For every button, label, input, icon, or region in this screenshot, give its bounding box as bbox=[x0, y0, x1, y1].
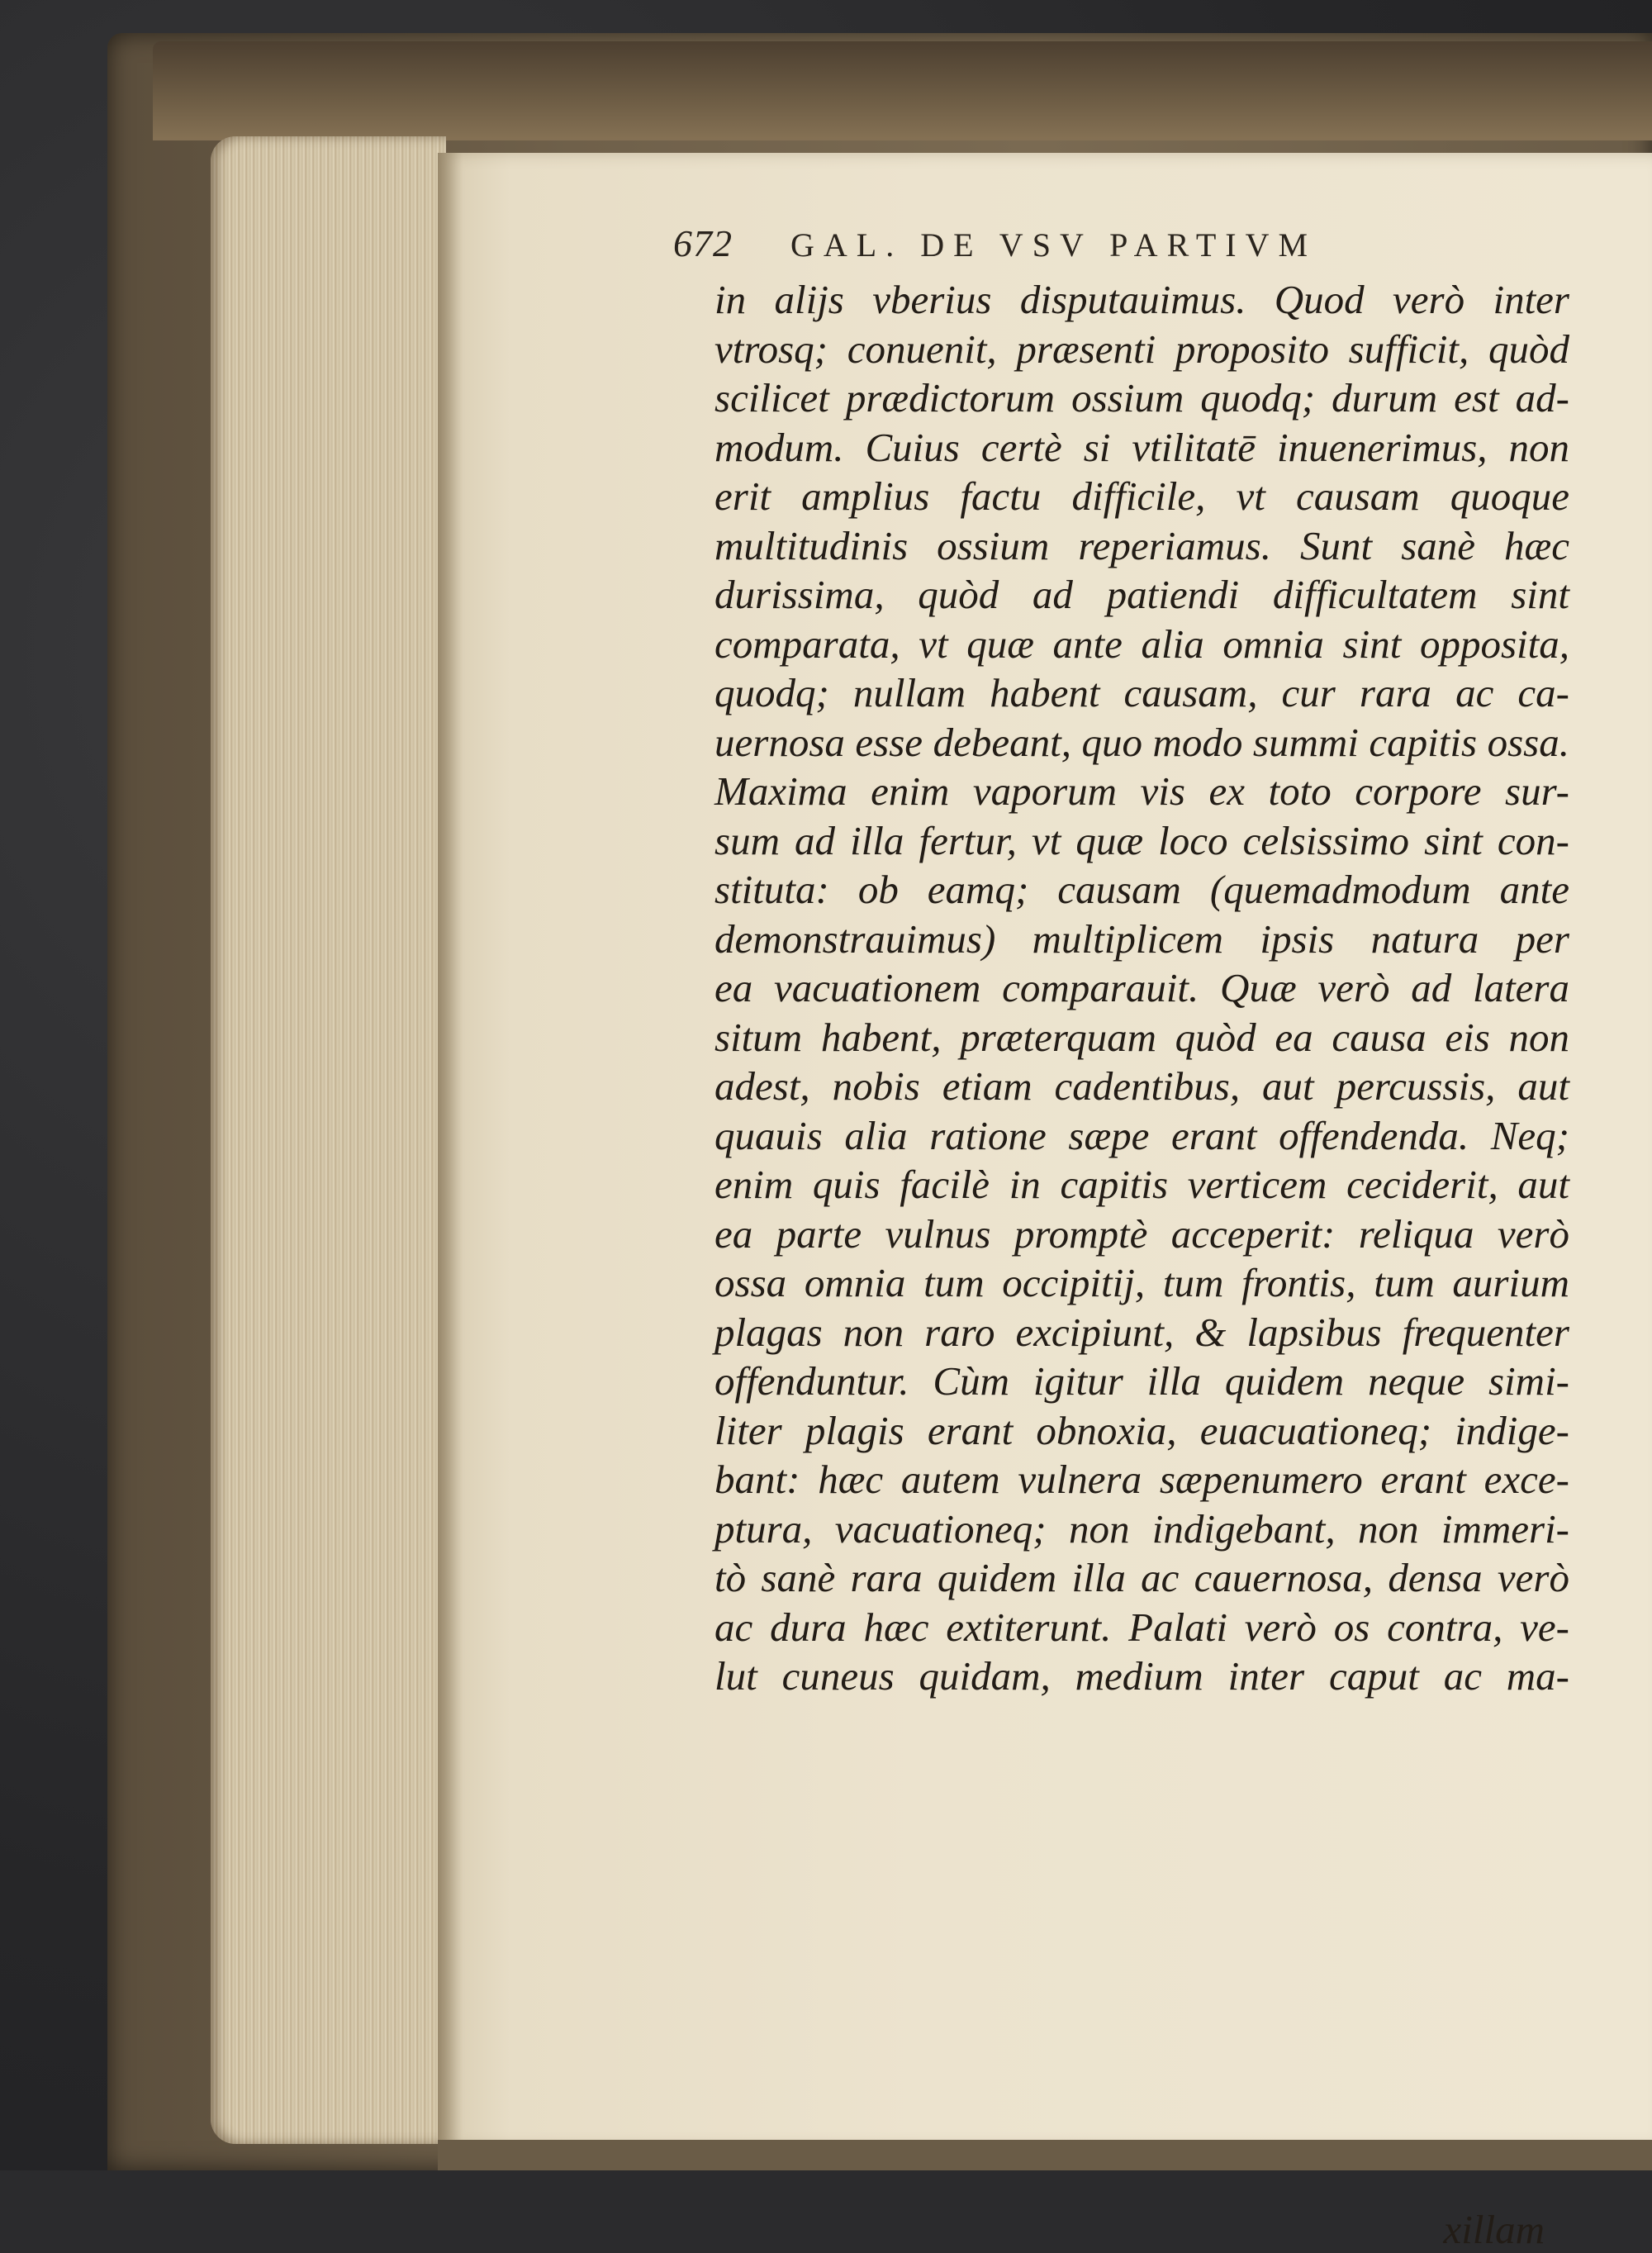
text-line: liter plagis erant obnoxia, euacuationeq; indige- bbox=[714, 1407, 1569, 1453]
book-cover-bottom-edge bbox=[438, 2140, 1652, 2170]
text-line: bant: hæc autem vulnera sæpenumero erant exce- bbox=[714, 1457, 1569, 1502]
catchword: xillam bbox=[1443, 2207, 1545, 2252]
text-line: ac dura hæc extiterunt. Palati verò os contra, ve- bbox=[714, 1604, 1569, 1650]
text-line: Maxima enim vaporum vis ex toto corpore sur- bbox=[714, 768, 1569, 814]
text-line: modum. Cuius certè si vtilitatē inuenerimus, non bbox=[714, 424, 1569, 470]
text-line: erit amplius factu difficile, vt causam quoque bbox=[714, 473, 1569, 519]
text-line: ptura, vacuationeq; non indigebant, non immeri- bbox=[714, 1505, 1569, 1552]
page-edges-stack bbox=[211, 136, 446, 2144]
text-line: multitudinis ossium reperiamus. Sunt sanè hæc bbox=[714, 522, 1569, 568]
text-line: offenduntur. Cùm igitur illa quidem neque simi- bbox=[714, 1358, 1569, 1404]
text-line: quodq; nullam habent causam, cur rara ac ca- bbox=[714, 670, 1569, 715]
spine-shadow bbox=[438, 153, 463, 2148]
text-line: situm habent, præterquam quòd ea causa eis non bbox=[714, 1014, 1569, 1060]
book-cover-top-edge bbox=[153, 41, 1652, 140]
text-line: uernosa esse debeant, quo modo summi capitis ossa. bbox=[714, 719, 1569, 765]
text-line: vtrosq; conuenit, præsenti proposito sufficit, quòd bbox=[714, 326, 1569, 372]
text-line: ea vacuationem comparauit. Quæ verò ad latera bbox=[714, 965, 1569, 1010]
text-line: demonstrauimus) multiplicem ipsis natura per bbox=[714, 915, 1569, 962]
text-line: ea parte vulnus promptè acceperit: reliqua verò bbox=[714, 1210, 1569, 1257]
text-line: stituta: ob eamq; causam (quemadmodum ante bbox=[714, 867, 1569, 912]
running-head bbox=[673, 221, 1317, 271]
text-line: ossa omnia tum occipitij, tum frontis, tum aurium bbox=[714, 1260, 1569, 1305]
text-line: durissima, quòd ad patiendi difficultatem sint bbox=[714, 572, 1569, 617]
text-line: lut cuneus quidam, medium inter caput ac ma- bbox=[714, 1653, 1569, 1699]
text-line: tò sanè rara quidem illa ac cauernosa, densa verò bbox=[714, 1555, 1569, 1600]
text-line: comparata, vt quæ ante alia omnia sint opposita, bbox=[714, 620, 1569, 667]
text-line: plagas non raro excipiunt, & lapsibus frequenter bbox=[714, 1309, 1569, 1355]
text-line: sum ad illa fertur, vt quæ loco celsissimo sint con- bbox=[714, 817, 1569, 863]
text-line: quauis alia ratione sæpe erant offendenda. Neq; bbox=[714, 1112, 1569, 1158]
text-line: in alijs vberius disputauimus. Quod verò inter bbox=[714, 277, 1569, 322]
text-line: adest, nobis etiam cadentibus, aut percussis, aut bbox=[714, 1063, 1569, 1109]
text-line: enim quis facilè in capitis verticem ceciderit, aut bbox=[714, 1162, 1569, 1207]
body-text bbox=[714, 275, 1569, 1701]
page-number: 672 bbox=[673, 222, 733, 264]
text-line: scilicet prædictorum ossium quodq; durum est ad- bbox=[714, 375, 1569, 421]
running-title: GAL. DE VSV PARTIVM bbox=[790, 226, 1317, 264]
